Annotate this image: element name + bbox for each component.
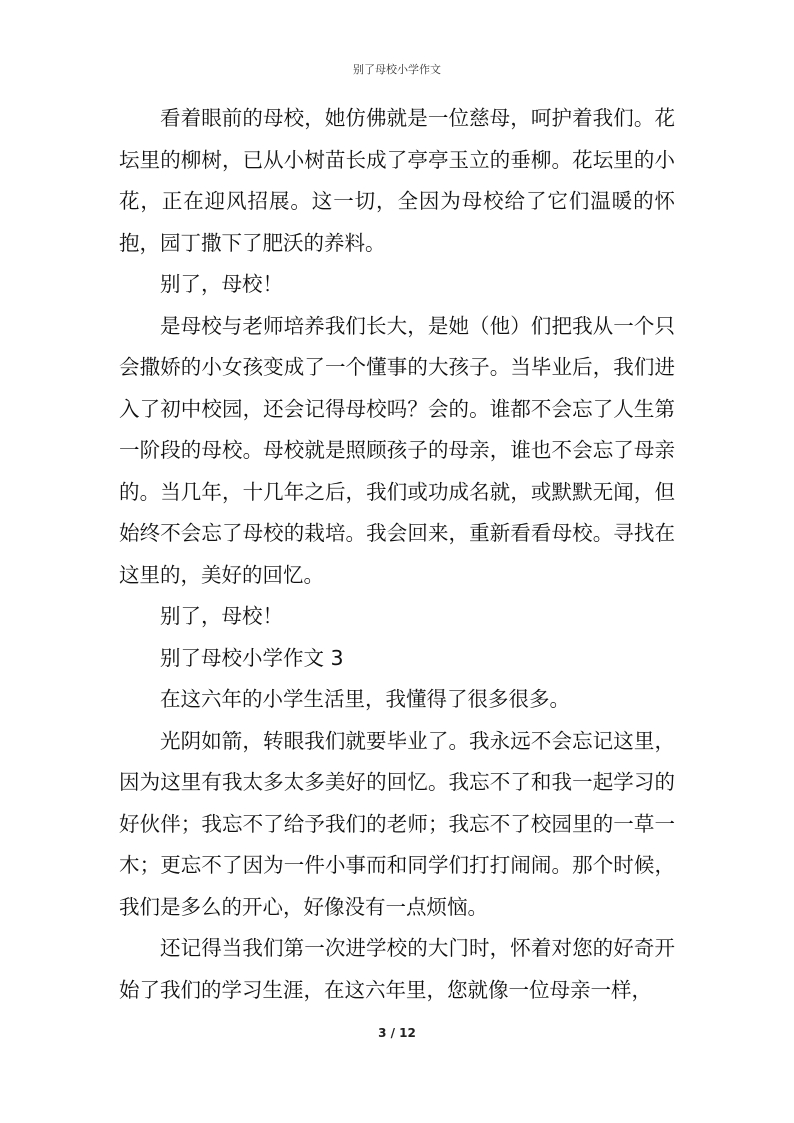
document-body: [119, 98, 675, 1011]
paragraph: 光阴如箭，转眼我们就要毕业了。我永远不会忘记这里，因为这里有我太多太多美好的回忆。我忘不了和我一起学习的好伙伴；我忘不了给予我们的老师；我忘不了校园里的一草一木；更忘不了因为一件小事而和同学们打打闹闹。那个时候，我们是多么的开心，好像没有一点烦恼。: [119, 728, 675, 919]
paragraph: 还记得当我们第一次进学校的大门时，怀着对您的好奇开始了我们的学习生涯，在这六年里，您就像一位母亲一样，: [119, 936, 675, 1002]
paragraph: 别了，母校！: [160, 272, 283, 296]
page-header: [0, 61, 794, 77]
page-indicator: 3 / 12: [378, 1026, 416, 1040]
paragraph: 在这六年的小学生活里，我懂得了很多很多。: [160, 687, 570, 711]
paragraph: 是母校与老师培养我们长大，是她（他）们把我从一个只会撒娇的小女孩变成了一个懂事的大孩子。当毕业后，我们进入了初中校园，还会记得母校吗？会的。谁都不会忘了人生第一阶段的母校。母校就是照顾孩子的母亲，谁也不会忘了母亲的。当几年，十几年之后，我们或功成名就，或默默无闻，但始终不会忘了母校的栽培。我会回来，重新看看母校。寻找在这里的，美好的回忆。: [119, 313, 675, 587]
page-footer: [0, 1026, 794, 1040]
section-heading: 别了母校小学作文 3: [160, 645, 344, 670]
paragraph: 看着眼前的母校，她仿佛就是一位慈母，呵护着我们。花坛里的柳树，已从小树苗长成了亭亭玉立的垂柳。花坛里的小花，正在迎风招展。这一切，全因为母校给了它们温暖的怀抱，园丁撒下了肥沃的养料。: [119, 106, 675, 255]
document-title: 别了母校小学作文: [353, 63, 441, 76]
paragraph: 别了，母校！: [160, 604, 283, 628]
